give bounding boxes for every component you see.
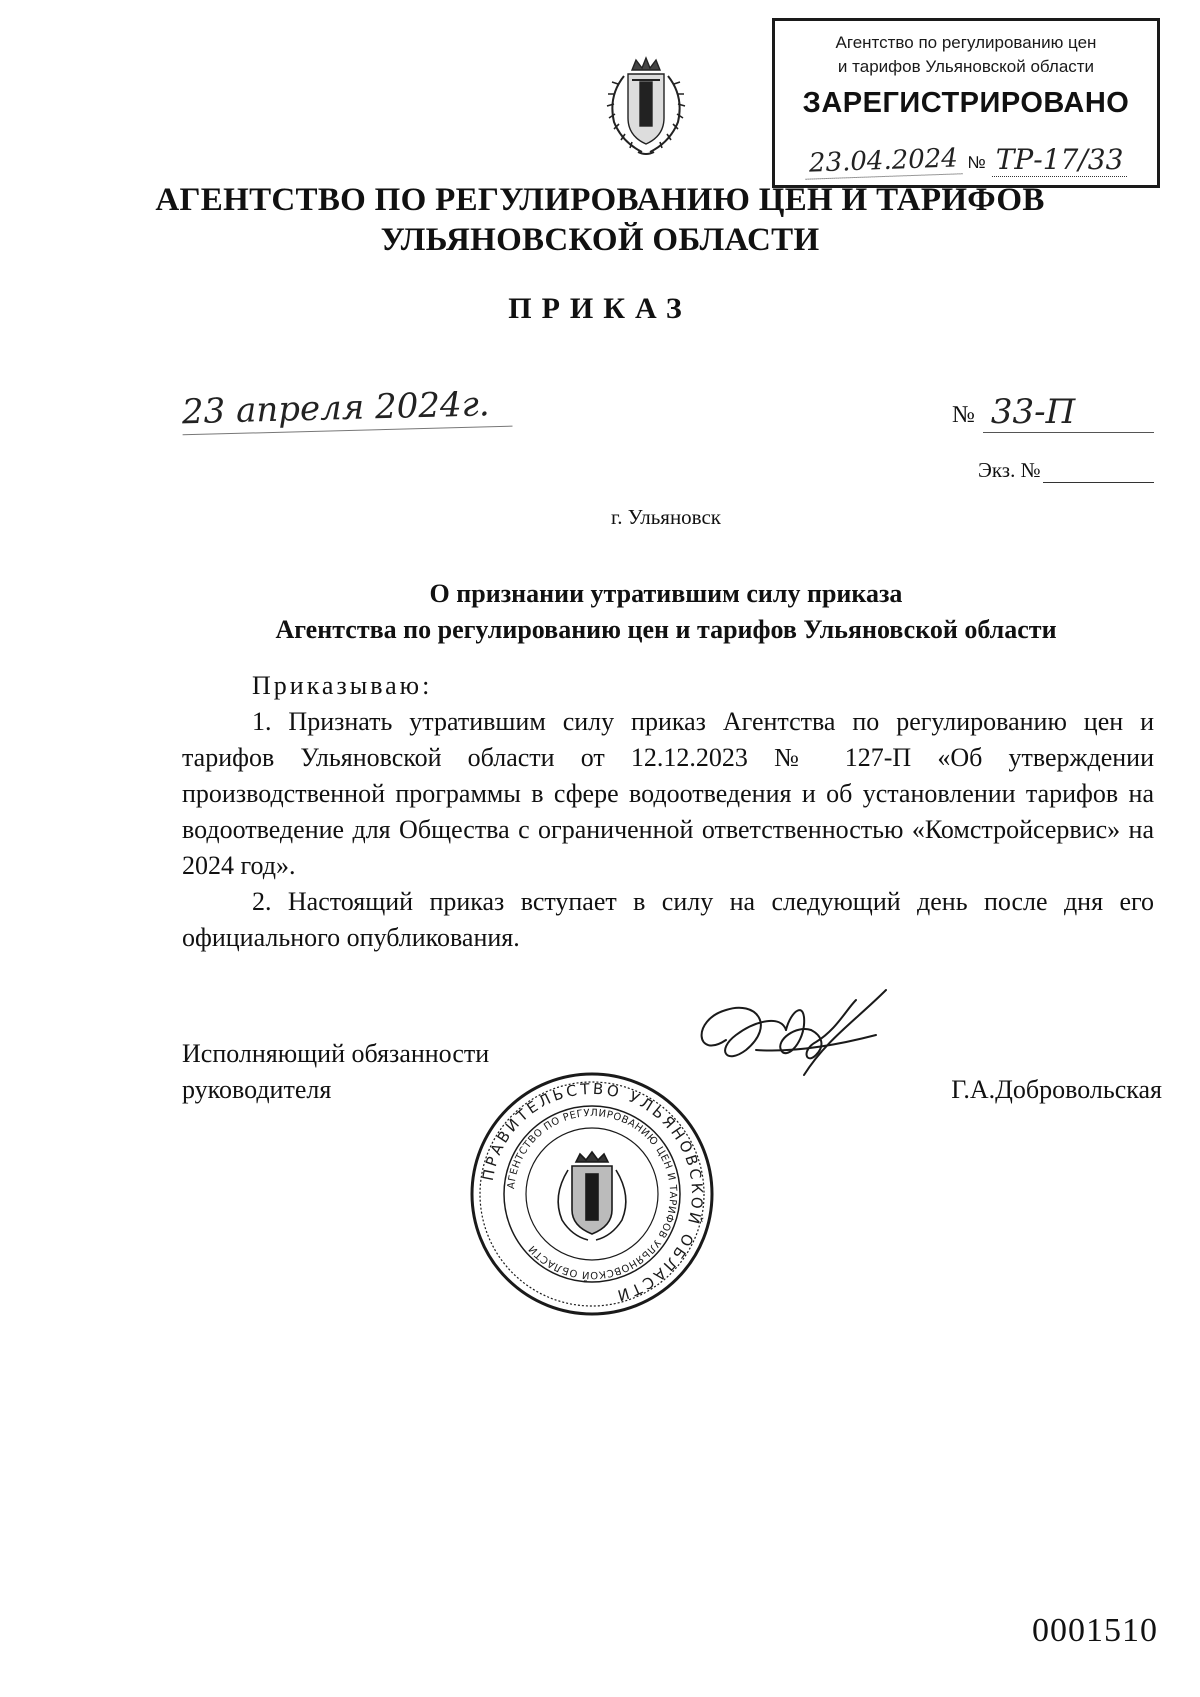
document-body: [182, 668, 1154, 956]
registration-stamp-agency-line2: и тарифов Ульяновской области: [837, 57, 1095, 76]
signer-position-line2: руководителя: [182, 1075, 332, 1104]
document-date: 23 апреля 2024г.: [181, 384, 512, 436]
official-seal-icon: [468, 1070, 716, 1318]
registration-stamp: [772, 18, 1160, 188]
seal-inner-text: АГЕНТСТВО ПО РЕГУЛИРОВАНИЮ ЦЕН И ТАРИФОВ УЛЬЯНОВСКОЙ ОБЛАСТИ: [506, 1107, 679, 1281]
handwritten-signature: [686, 980, 906, 1090]
document-subject-line2: Агентства по регулированию цен и тарифов Ульяновской области: [275, 615, 1057, 644]
coat-of-arms-icon: [602, 56, 690, 158]
signer-position-line1: Исполняющий обязанности: [182, 1039, 490, 1068]
document-city: г. Ульяновск: [610, 505, 721, 529]
document-number: 33-П: [983, 392, 1154, 433]
orders-heading: Приказываю:: [252, 671, 433, 700]
registration-number-label: №: [967, 153, 986, 172]
order-item-2: 2. Настоящий приказ вступает в силу на следующий день после дня его официального опубликования.: [182, 887, 1154, 952]
order-item-1: 1. Признать утратившим силу приказ Агентства по регулированию цен и тарифов Ульяновской области от 12.12.2023 № 127-П «Об утверждении производственной программы в сфере водоотведения и об установлении тарифов на водоотведение для Общества с ограниченной ответственностью «Комстройсервис» на 2024 год».: [182, 707, 1154, 880]
document-number-field: [952, 392, 1154, 433]
registration-stamp-agency-line1: Агентство по регулированию цен: [835, 33, 1097, 52]
agency-title: [0, 180, 1200, 260]
document-subject: [0, 576, 1200, 648]
copy-number-blank: [1043, 462, 1154, 483]
document-type: ПРИКАЗ: [508, 292, 692, 325]
document-number-label: №: [952, 402, 975, 428]
seal-outer-text: ПРАВИТЕЛЬСТВО УЛЬЯНОВСКОЙ ОБЛАСТИ: [478, 1079, 707, 1306]
registration-number: ТР-17/33: [992, 143, 1128, 177]
registration-date: 23.04.2024: [804, 143, 962, 179]
agency-title-line1: АГЕНТСТВО ПО РЕГУЛИРОВАНИЮ ЦЕН И ТАРИФОВ: [155, 182, 1045, 218]
registration-details: [785, 133, 1147, 177]
signer-name: Г.А.Добровольская: [951, 1075, 1162, 1104]
document-subject-line1: О признании утратившим силу приказа: [429, 579, 903, 608]
registration-status: ЗАРЕГИСТРИРОВАНО: [802, 87, 1130, 119]
document-serial-number: 0001510: [1032, 1612, 1158, 1649]
copy-number-field: [978, 458, 1154, 483]
copy-number-label: Экз. №: [978, 458, 1041, 482]
agency-title-line2: УЛЬЯНОВСКОЙ ОБЛАСТИ: [380, 222, 820, 258]
